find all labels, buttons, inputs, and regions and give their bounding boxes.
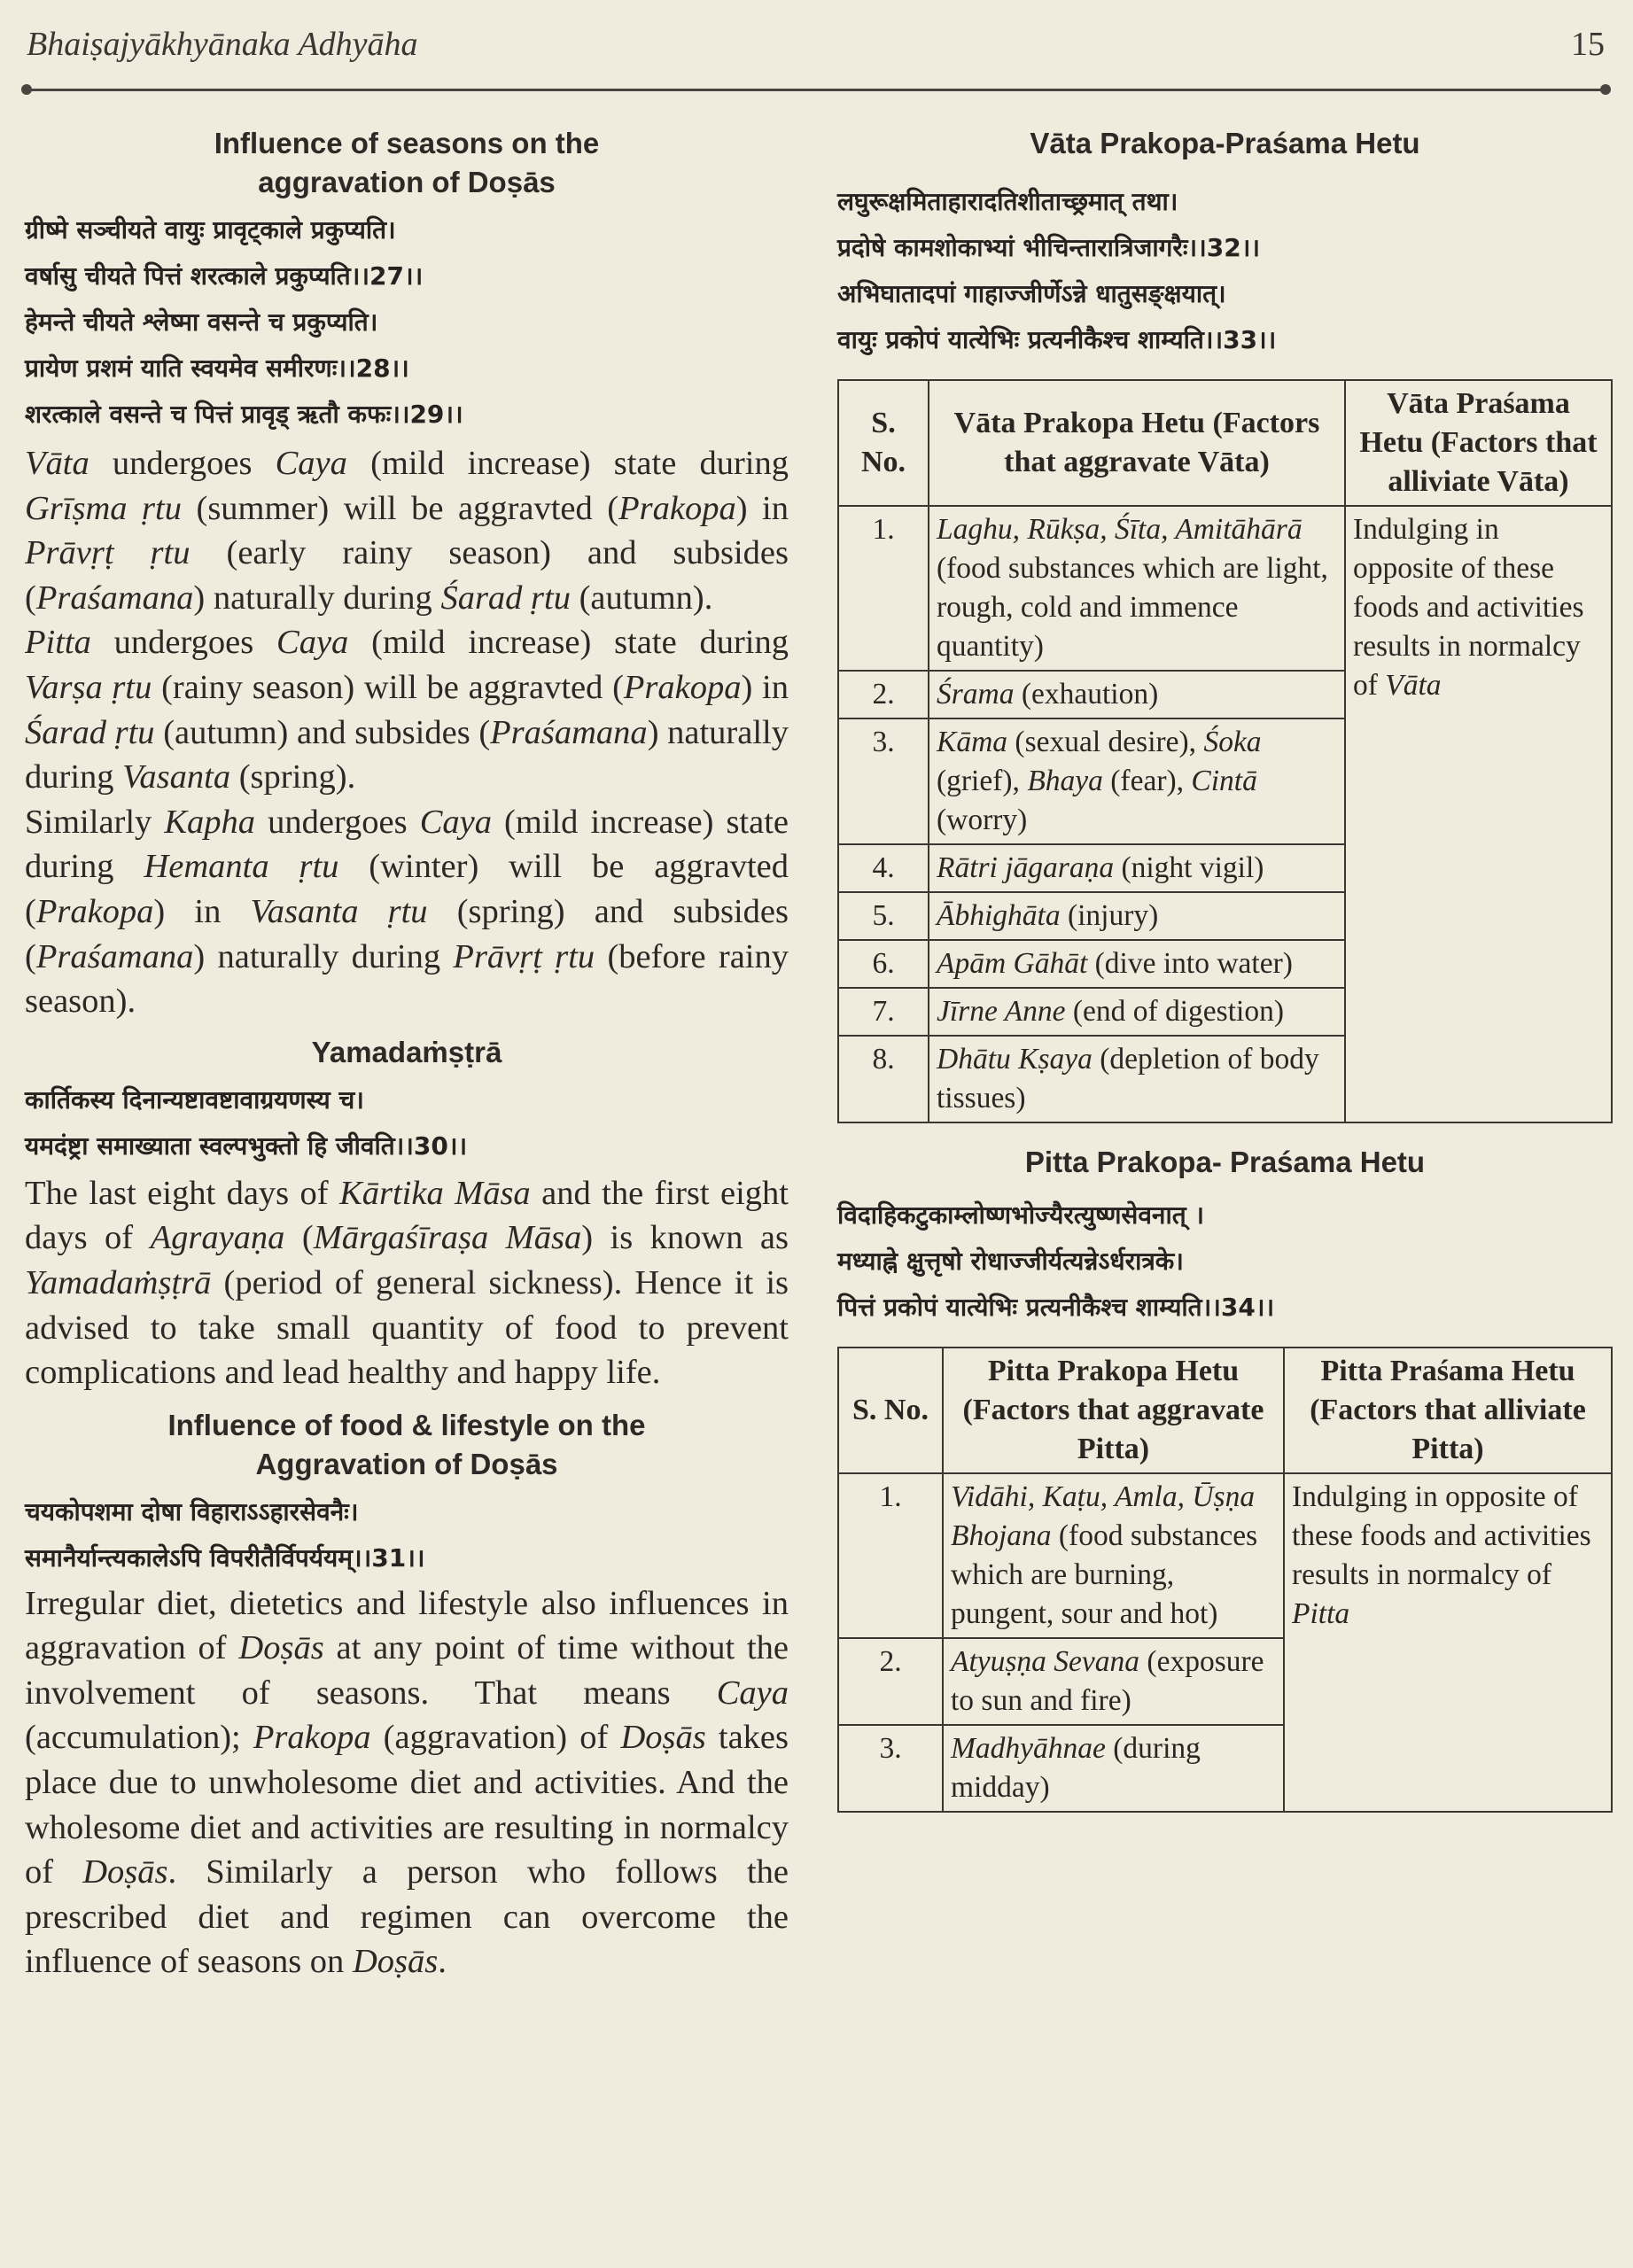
verse-line: लघुरूक्षमिताहारादतिशीताच्छ्रमात् तथा। bbox=[837, 187, 1178, 216]
paragraph-vata: Vāta undergoes Caya (mild increase) state during Grīṣma ṛtu (summer) will be aggravted (Prakopa) in Prāvṛṭ ṛtu (early rainy season) and subsides (Praśamana) naturally during Śarad ṛtu (autumn). bbox=[25, 445, 789, 617]
section-heading-seasons: Influence of seasons on the aggravation of Doṣās bbox=[214, 127, 600, 198]
prakopa-cell: Madhyāhnae (during midday) bbox=[943, 1725, 1284, 1812]
row-number: 3. bbox=[838, 1725, 943, 1812]
empty-cell bbox=[1345, 1036, 1612, 1122]
header-prakopa: Pitta Prakopa Hetu (Factors that aggravate Pitta) bbox=[943, 1348, 1284, 1473]
prakopa-cell: Dhātu Kṣaya (depletion of body tissues) bbox=[929, 1036, 1345, 1122]
row-number: 8. bbox=[838, 1036, 929, 1122]
prakopa-cell: Śrama (exhaution) bbox=[929, 671, 1345, 718]
verse-line: प्रायेण प्रशमं याति स्वयमेव समीरणः।।28।। bbox=[25, 353, 409, 383]
header-sno: S. No. bbox=[838, 1348, 943, 1473]
paragraph-food-lifestyle: Irregular diet, dietetics and lifestyle also influences in aggravation of Doṣās at any point of time without the involvement of seasons. That means Caya (accumulation); Prakopa (aggravation) of Doṣās takes place due to unwholesome diet and activities. And the wholesome diet and activities are resulting in normalcy of Doṣās. Similarly a person who follows the prescribed diet and regimen can overcome the influence of seasons on Doṣās. bbox=[25, 1584, 789, 1981]
verse-line: कार्तिकस्य दिनान्यष्टावष्टावाग्रयणस्य च। bbox=[25, 1084, 364, 1115]
verse-block-30 bbox=[25, 1077, 789, 1169]
verse-line: विदाहिकटुकाम्लोष्णभोज्यैरत्युष्णसेवनात् । bbox=[837, 1200, 1205, 1230]
section-heading-food-lifestyle: Influence of food & lifestyle on the Aggravation of Doṣās bbox=[167, 1408, 646, 1480]
prakopa-cell: Vidāhi, Kaṭu, Amla, Ūṣṇa Bhojana (food substances which are burning, pungent, sour and hot) bbox=[943, 1473, 1284, 1638]
verse-line: वर्षासु चीयते पित्तं शरत्काले प्रकुप्यति।।27।। bbox=[25, 261, 424, 291]
table-row bbox=[838, 1473, 1612, 1638]
paragraph-yamadamstra: The last eight days of Kārtika Māsa and the first eight days of Agrayaṇa (Mārgaśīraṣa Māsa) is known as Yamadaṁṣṭrā (period of general sickness). Hence it is advised to take small quantity of food to prevent complications and lead healthy and happy life. bbox=[25, 1174, 789, 1392]
vata-hetu-table bbox=[837, 379, 1613, 1123]
row-number: 4. bbox=[838, 844, 929, 892]
table-row bbox=[838, 1036, 1612, 1122]
verse-block-32-33 bbox=[837, 179, 1613, 363]
header-rule bbox=[27, 89, 1606, 91]
row-number: 1. bbox=[838, 1473, 943, 1638]
section-heading-yamadamstra: Yamadaṁṣṭrā bbox=[311, 1035, 502, 1068]
verse-block-27-29 bbox=[25, 207, 789, 438]
header-sno: S. No. bbox=[838, 380, 929, 506]
verse-block-31 bbox=[25, 1489, 789, 1581]
row-number: 6. bbox=[838, 940, 929, 988]
header-prasama: Pitta Praśama Hetu (Factors that alliviate Pitta) bbox=[1284, 1348, 1612, 1473]
running-head: Bhaiṣajyākhyānaka Adhyāha bbox=[27, 26, 418, 63]
row-number: 2. bbox=[838, 1638, 943, 1725]
prakopa-cell: Laghu, Rūkṣa, Śīta, Amitāhārā (food substances which are light, rough, cold and immence quantity) bbox=[929, 506, 1345, 671]
verse-line: हेमन्ते चीयते श्लेष्मा वसन्ते च प्रकुप्यति। bbox=[25, 307, 378, 337]
right-column bbox=[837, 115, 1613, 1813]
prakopa-cell: Rātri jāgaraṇa (night vigil) bbox=[929, 844, 1345, 892]
row-number: 1. bbox=[838, 506, 929, 671]
table-row bbox=[838, 506, 1612, 671]
header-prasama: Vāta Praśama Hetu (Factors that alliviate Vāta) bbox=[1345, 380, 1612, 506]
prasama-cell: Indulging in opposite of these foods and activities results in normalcy of Pitta bbox=[1284, 1473, 1612, 1812]
prakopa-cell: Kāma (sexual desire), Śoka (grief), Bhaya (fear), Cintā (worry) bbox=[929, 718, 1345, 844]
prakopa-cell: Ābhighāta (injury) bbox=[929, 892, 1345, 940]
section-heading-pitta-hetu: Pitta Prakopa- Praśama Hetu bbox=[1024, 1146, 1426, 1178]
verse-line: यमदंष्ट्रा समाख्याता स्वल्पभुक्तो हि जीवति।।30।। bbox=[25, 1130, 468, 1161]
verse-line: प्रदोषे कामशोकाभ्यां भीचिन्तारात्रिजागरैः।।32।। bbox=[837, 233, 1260, 262]
verse-line: चयकोपशमा दोषा विहाराऽऽहारसेवनैः। bbox=[25, 1496, 359, 1526]
pitta-hetu-table bbox=[837, 1347, 1613, 1813]
prakopa-cell: Apām Gāhāt (dive into water) bbox=[929, 940, 1345, 988]
left-column bbox=[25, 115, 789, 1984]
prakopa-cell: Atyuṣṇa Sevana (exposure to sun and fire) bbox=[943, 1638, 1284, 1725]
verse-block-34 bbox=[837, 1192, 1613, 1331]
verse-line: अभिघातादपां गाहाज्जीर्णेऽन्ने धातुसङ्क्षयात्। bbox=[837, 279, 1226, 308]
prasama-cell: Indulging in opposite of these foods and activities results in normalcy of Vāta bbox=[1345, 506, 1612, 1036]
paragraph-kapha: Similarly Kapha undergoes Caya (mild increase) state during Hemanta ṛtu (winter) will be aggravted (Prakopa) in Vasanta ṛtu (spring) and subsides (Praśamana) naturally during Prāvṛṭ ṛtu (before rainy season). bbox=[25, 803, 789, 1021]
section-heading-vata-hetu: Vāta Prakopa-Praśama Hetu bbox=[1030, 127, 1420, 159]
verse-line: शरत्काले वसन्ते च पित्तं प्रावृड् ऋतौ कफः।।29।। bbox=[25, 400, 463, 429]
row-number: 7. bbox=[838, 988, 929, 1036]
verse-line: पित्तं प्रकोपं यात्येभिः प्रत्यनीकैश्च शाम्यति।।34।। bbox=[837, 1293, 1275, 1322]
verse-line: ग्रीष्मे सञ्चीयते वायुः प्रावृट्काले प्रकुप्यति। bbox=[25, 215, 396, 245]
prakopa-cell: Jīrne Anne (end of digestion) bbox=[929, 988, 1345, 1036]
verse-line: समानैर्यान्त्यकालेऽपि विपरीतैर्विपर्ययम्।।31।। bbox=[25, 1542, 425, 1573]
row-number: 3. bbox=[838, 718, 929, 844]
table-header-row bbox=[838, 1348, 1612, 1473]
verse-line: वायुः प्रकोपं यात्येभिः प्रत्यनीकैश्च शाम्यति।।33।। bbox=[837, 325, 1277, 354]
verse-line: मध्याह्ने क्षुत्तृषो रोधाज्जीर्यत्यन्नेऽर्धरात्रके। bbox=[837, 1247, 1184, 1276]
paragraph-pitta: Pitta undergoes Caya (mild increase) state during Varṣa ṛtu (rainy season) will be aggravted (Prakopa) in Śarad ṛtu (autumn) and subsides (Praśamana) naturally during Vasanta (spring). bbox=[25, 624, 789, 796]
table-header-row bbox=[838, 380, 1612, 506]
row-number: 5. bbox=[838, 892, 929, 940]
page-number: 15 bbox=[1571, 26, 1605, 63]
row-number: 2. bbox=[838, 671, 929, 718]
header-prakopa: Vāta Prakopa Hetu (Factors that aggravate Vāta) bbox=[929, 380, 1345, 506]
